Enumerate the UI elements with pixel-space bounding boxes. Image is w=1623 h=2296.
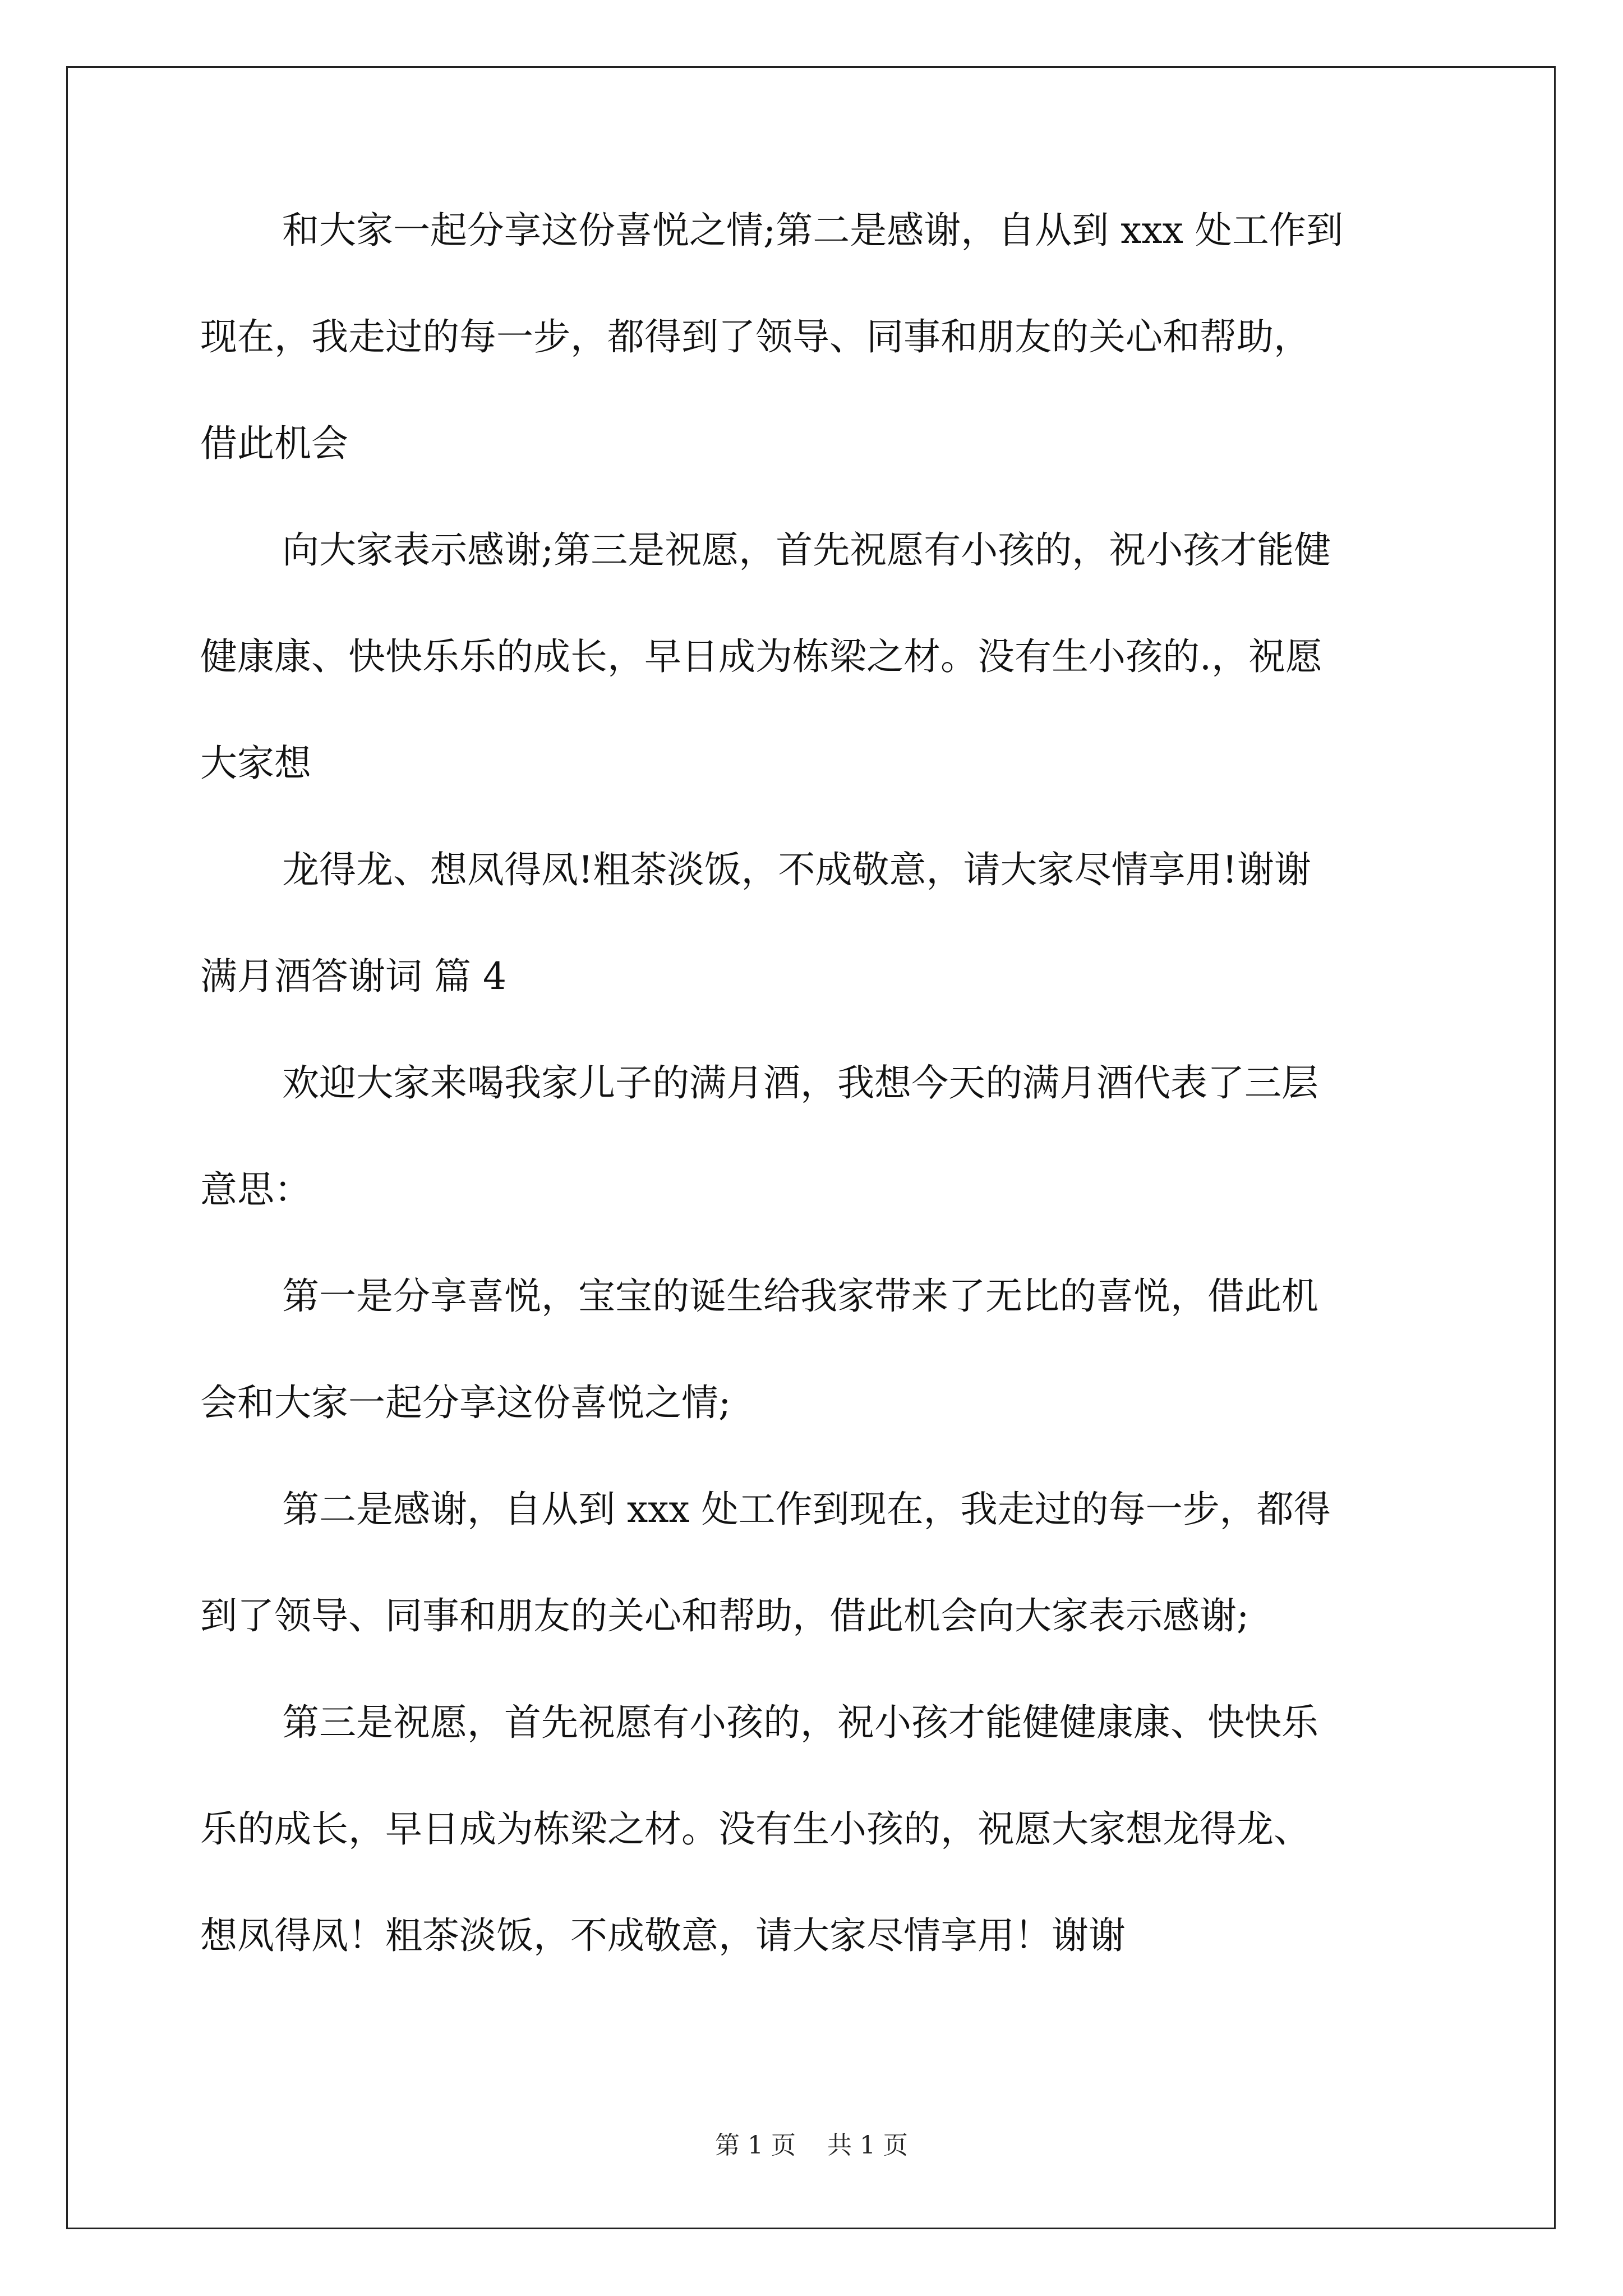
paragraph-line: 欢迎大家来喝我家儿子的满月酒，我想今天的满月酒代表了三层 <box>282 1061 1318 1105</box>
paragraph-line: 想凤得凤！粗茶淡饭，不成敬意，请大家尽情享用！谢谢 <box>200 1914 1126 1957</box>
paragraph-line: 和大家一起分享这份喜悦之情;第二是感谢，自从到 xxx 处工作到 <box>282 209 1343 252</box>
paragraph-line: 借此机会 <box>200 422 348 465</box>
paragraph-line: 第一是分享喜悦，宝宝的诞生给我家带来了无比的喜悦，借此机 <box>282 1274 1318 1318</box>
paragraph-line: 向大家表示感谢;第三是祝愿，首先祝愿有小孩的，祝小孩才能健 <box>282 528 1331 572</box>
paragraph-line: 会和大家一起分享这份喜悦之情; <box>200 1381 731 1424</box>
paragraph-line: 第二是感谢，自从到 xxx 处工作到现在，我走过的每一步，都得 <box>282 1488 1331 1531</box>
document-body <box>200 209 1428 1957</box>
paragraph-line: 健康康、快快乐乐的成长，早日成为栋梁之材。没有生小孩的.，祝愿 <box>200 635 1322 678</box>
paragraph-line: 大家想 <box>200 742 311 785</box>
section-heading: 满月酒答谢词 篇 4 <box>200 955 506 998</box>
paragraph-line: 现在，我走过的每一步，都得到了领导、同事和朋友的关心和帮助， <box>200 315 1311 358</box>
paragraph-line: 到了领导、同事和朋友的关心和帮助，借此机会向大家表示感谢; <box>200 1594 1249 1637</box>
paragraph-line: 意思： <box>200 1168 311 1211</box>
paragraph-line: 乐的成长，早日成为栋梁之材。没有生小孩的，祝愿大家想龙得龙、 <box>200 1807 1311 1851</box>
page-footer: 第 1 页 共 1 页 <box>715 2131 908 2160</box>
paragraph-line: 第三是祝愿，首先祝愿有小孩的，祝小孩才能健健康康、快快乐 <box>282 1701 1318 1744</box>
paragraph-line: 龙得龙、想凤得凤!粗茶淡饭，不成敬意，请大家尽情享用!谢谢 <box>282 848 1312 891</box>
